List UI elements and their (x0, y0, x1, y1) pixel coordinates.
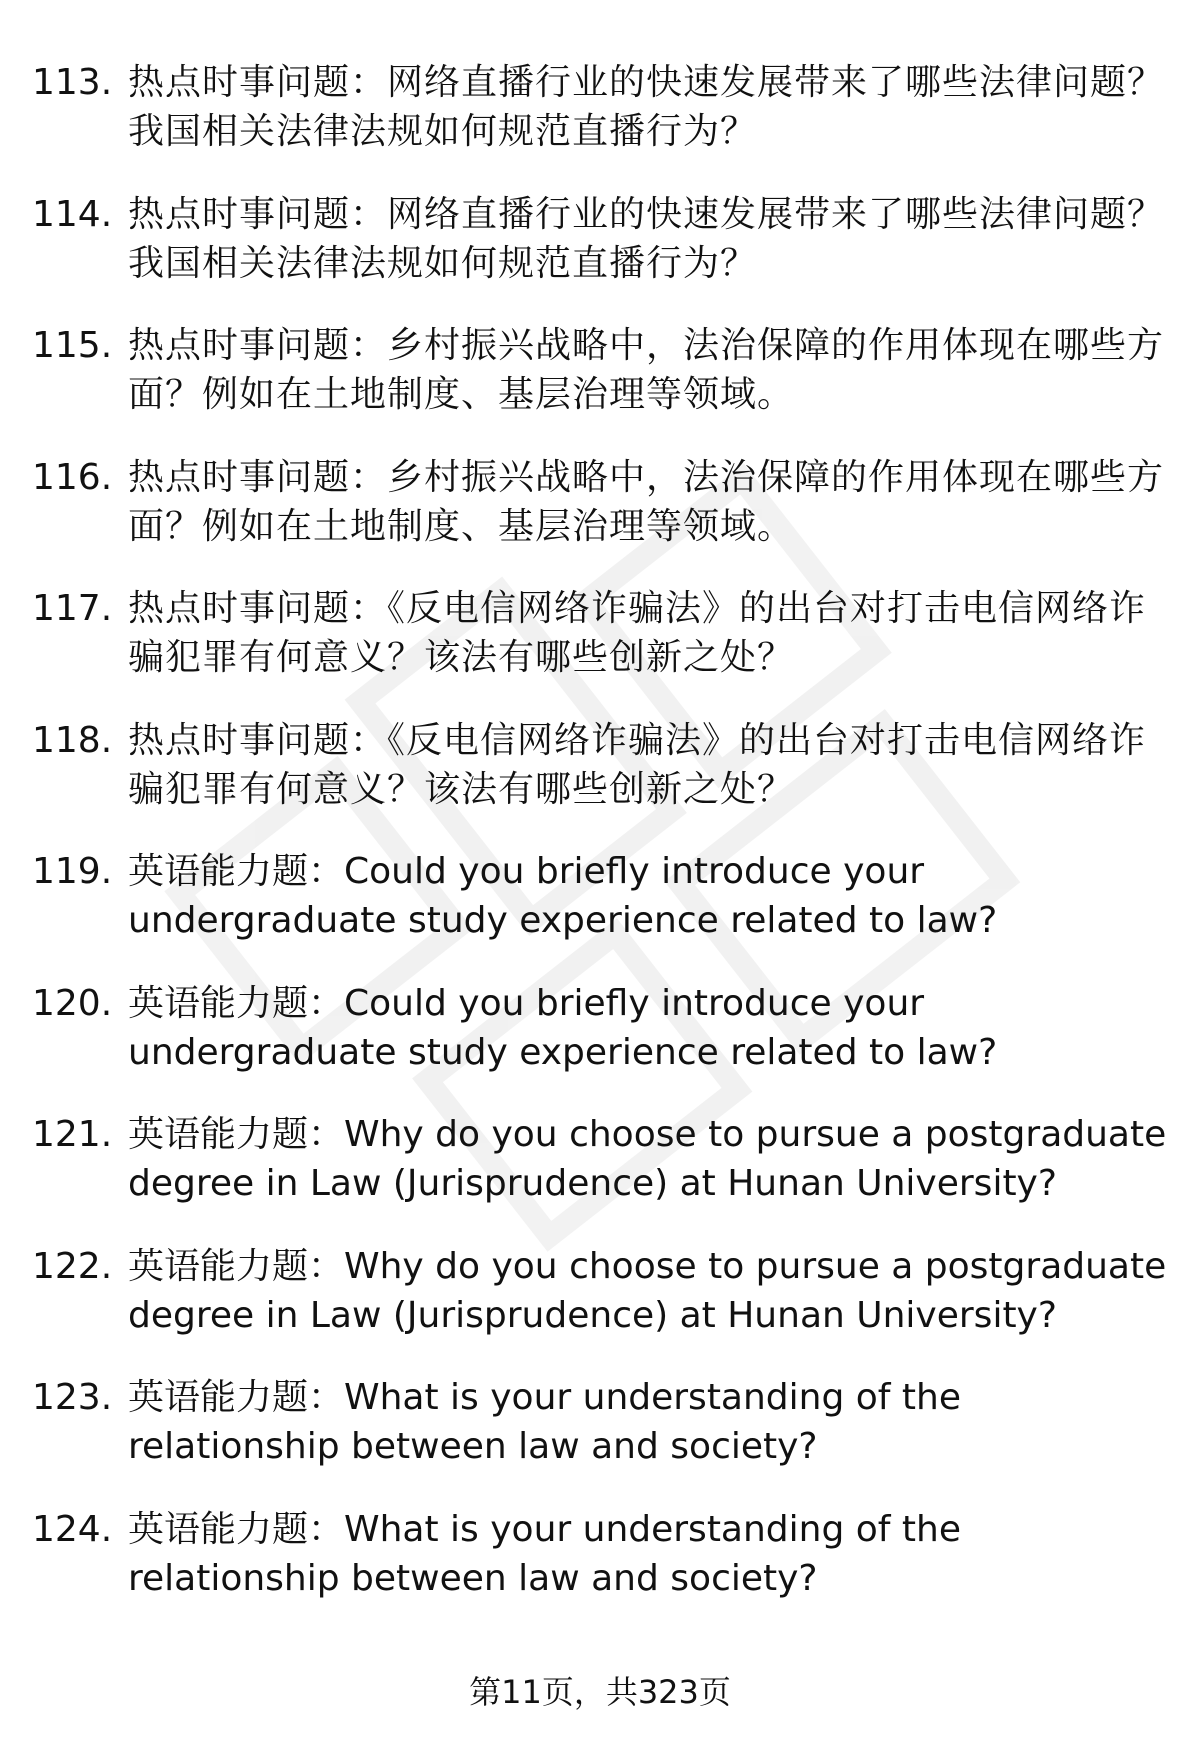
question-number: 116. (32, 456, 113, 498)
question-text: 英语能力题：Could you briefly introduce your undergraduate study experience related to law? (128, 982, 998, 1073)
question-text: 英语能力题：Could you briefly introduce your undergraduate study experience related to law? (128, 851, 998, 941)
question-text: 热点时事问题：《反电信网络诈骗法》的出台对打击电信网络诈骗犯罪有何意义？该法有哪些创新之处？ (128, 719, 1147, 810)
question-item (0, 1242, 1200, 1374)
question-number: 120. (32, 982, 113, 1024)
question-item (0, 190, 1200, 322)
question-number: 114. (32, 193, 113, 235)
question-item (0, 453, 1200, 585)
question-number: 115. (32, 325, 113, 366)
question-number: 118. (32, 719, 113, 761)
question-text: 热点时事问题：乡村振兴战略中，法治保障的作用体现在哪些方面？例如在土地制度、基层治理等领域。 (128, 325, 1165, 415)
question-text: 热点时事问题：网络直播行业的快速发展带来了哪些法律问题？我国相关法律法规如何规范直播行为？ (128, 62, 1165, 152)
question-text: 热点时事问题：《反电信网络诈骗法》的出台对打击电信网络诈骗犯罪有何意义？该法有哪些创新之处？ (128, 588, 1147, 678)
question-item (0, 321, 1200, 453)
question-item (0, 979, 1200, 1111)
question-item (0, 1505, 1200, 1637)
question-item (0, 584, 1200, 716)
question-list (0, 58, 1200, 1636)
question-item (0, 1373, 1200, 1505)
question-text: 英语能力题：Why do you choose to pursue a postgraduate degree in Law (Jurisprudence) at Hunan University? (128, 1114, 1167, 1204)
question-text: 英语能力题：What is your understanding of the relationship between law and society? (128, 1377, 961, 1467)
question-item (0, 847, 1200, 979)
question-number: 119. (32, 851, 113, 892)
question-number: 122. (32, 1245, 113, 1287)
question-number: 123. (32, 1377, 113, 1418)
page-number-footer: 第11页，共323页 (469, 1673, 731, 1711)
question-number: 121. (32, 1114, 113, 1155)
question-text: 英语能力题：What is your understanding of the relationship between law and society? (128, 1508, 961, 1599)
question-item (0, 58, 1200, 190)
question-item (0, 716, 1200, 848)
question-number: 124. (32, 1508, 113, 1550)
question-item (0, 1110, 1200, 1242)
question-text: 英语能力题：Why do you choose to pursue a postgraduate degree in Law (Jurisprudence) at Hunan University? (128, 1245, 1167, 1336)
question-number: 113. (32, 62, 113, 103)
question-text: 热点时事问题：网络直播行业的快速发展带来了哪些法律问题？我国相关法律法规如何规范直播行为？ (128, 193, 1165, 284)
question-number: 117. (32, 588, 113, 629)
question-text: 热点时事问题：乡村振兴战略中，法治保障的作用体现在哪些方面？例如在土地制度、基层治理等领域。 (128, 456, 1165, 547)
